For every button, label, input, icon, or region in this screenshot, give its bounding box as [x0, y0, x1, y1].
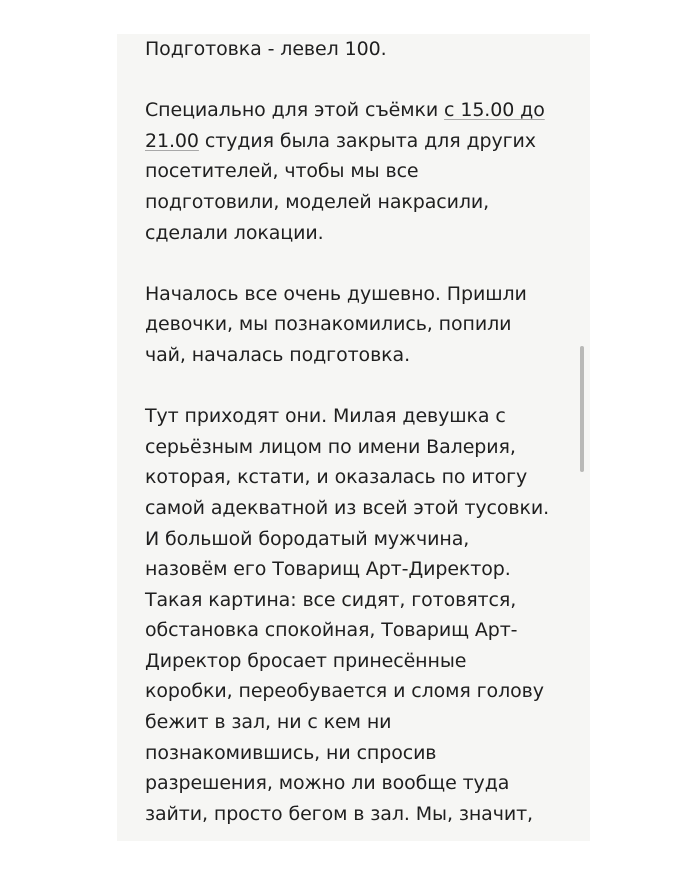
- text-line: разрешения, можно ли вообще туда: [145, 772, 510, 795]
- text-line: чай, началась подготовка.: [145, 343, 411, 366]
- text-line: познакомившись, ни спросив: [145, 741, 437, 764]
- text-fragment: Специально для этой съёмки: [145, 99, 445, 122]
- text-fragment: студия была закрыта для других: [198, 129, 536, 152]
- text-line: серьёзным лицом по имени Валерия,: [145, 435, 516, 458]
- note-text: [145, 34, 585, 829]
- note-page: [117, 34, 590, 841]
- paragraph-gap: [145, 65, 585, 96]
- time-link[interactable]: 21.00: [145, 129, 199, 152]
- text-line: Началось все очень душевно. Пришли: [145, 282, 527, 305]
- paragraph-gap: [145, 248, 585, 279]
- time-link[interactable]: с 15.00 до: [444, 99, 545, 122]
- text-line: [145, 95, 585, 126]
- text-line: Такая картина: все сидят, готовятся,: [145, 588, 517, 611]
- paragraph-gap: [145, 371, 585, 402]
- text-line: подготовили, моделей накрасили,: [145, 190, 490, 213]
- text-line: обстановка спокойная, Товарищ Арт-: [145, 619, 518, 642]
- text-line: коробки, переобувается и сломя голову: [145, 680, 544, 703]
- text-line: Тут приходят они. Милая девушка с: [145, 405, 506, 428]
- text-line: [145, 126, 585, 157]
- text-line: самой адекватной из всей этой тусовки.: [145, 496, 550, 519]
- text-line: И большой бородатый мужчина,: [145, 527, 470, 550]
- text-line: зайти, просто бегом в зал. Мы, значит,: [145, 802, 533, 825]
- text-line: бежит в зал, ни с кем ни: [145, 711, 392, 734]
- text-line: Подготовка - левел 100.: [145, 38, 387, 60]
- vertical-scrollbar[interactable]: [580, 346, 584, 472]
- text-line: девочки, мы познакомились, попили: [145, 313, 512, 336]
- text-line: назовём его Товарищ Арт-Директор.: [145, 558, 511, 581]
- text-line: посетителей, чтобы мы все: [145, 160, 419, 183]
- text-line: которая, кстати, и оказалась по итогу: [145, 466, 528, 489]
- text-line: сделали локации.: [145, 221, 324, 244]
- text-line: Директор бросает принесённые: [145, 649, 467, 672]
